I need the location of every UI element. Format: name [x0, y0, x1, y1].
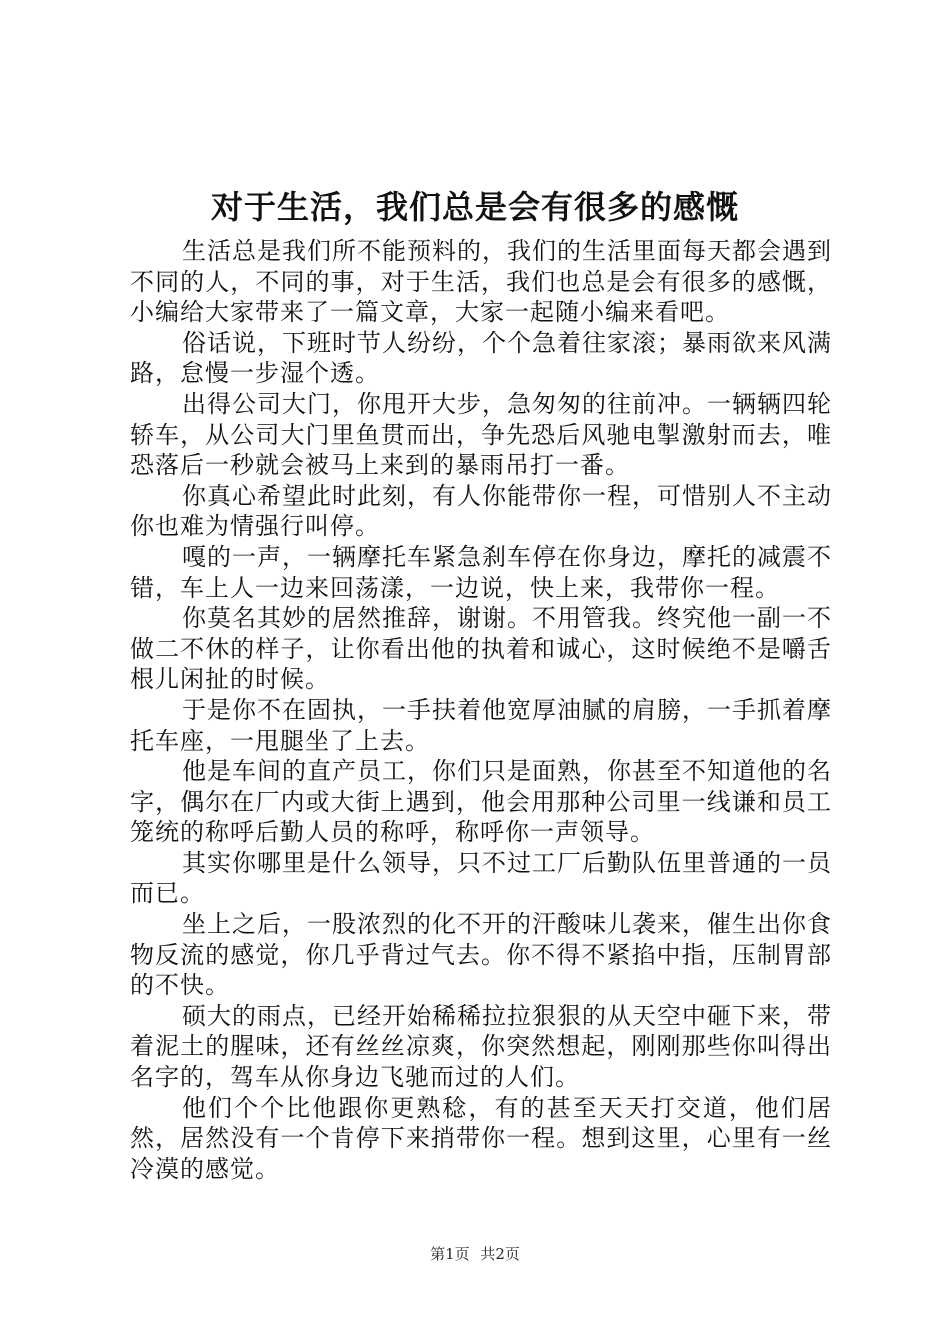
- page-title: 对于生活，我们总是会有很多的感慨: [210, 188, 739, 226]
- page-total: 共2页: [480, 1245, 520, 1263]
- paragraph: 你莫名其妙的居然推辞，谢谢。不用管我。终究他一副一不做二不休的样子，让你看出他的执着和诚心，这时候绝不是嚼舌根儿闲扯的时候。: [130, 604, 832, 694]
- paragraph: 你真心希望此时此刻，有人你能带你一程，可惜别人不主动你也难为情强行叫停。: [130, 481, 832, 541]
- paragraph: 他们个个比他跟你更熟稔，有的甚至天天打交道，他们居然，居然没有一个肯停下来捎带你一程。想到这里，心里有一丝冷漠的感觉。: [130, 1093, 832, 1183]
- article-body: [130, 236, 832, 1184]
- paragraph: 他是车间的直产员工，你们只是面熟，你甚至不知道他的名字，偶尔在厂内或大街上遇到，他会用那种公司里一线谦和员工笼统的称呼后勤人员的称呼，称呼你一声领导。: [130, 757, 832, 847]
- page-footer: [0, 1244, 950, 1264]
- paragraph: 硕大的雨点，已经开始稀稀拉拉狠狠的从天空中砸下来，带着泥土的腥味，还有丝丝凉爽，你突然想起，刚刚那些你叫得出名字的，驾车从你身边飞驰而过的人们。: [130, 1001, 832, 1092]
- paragraph: 出得公司大门，你甩开大步，急匆匆的往前冲。一辆辆四轮轿车，从公司大门里鱼贯而出，争先恐后风驰电掣激射而去，唯恐落后一秒就会被马上来到的暴雨吊打一番。: [130, 389, 832, 480]
- paragraph: 生活总是我们所不能预料的，我们的生活里面每天都会遇到不同的人，不同的事，对于生活，我们也总是会有很多的感慨，小编给大家带来了一篇文章，大家一起随小编来看吧。: [130, 237, 832, 327]
- page-number: 第1页: [430, 1245, 470, 1263]
- paragraph: 其实你哪里是什么领导，只不过工厂后勤队伍里普通的一员而已。: [130, 848, 832, 908]
- paragraph: 于是你不在固执，一手扶着他宽厚油腻的肩膀，一手抓着摩托车座，一甩腿坐了上去。: [130, 695, 832, 755]
- paragraph: 坐上之后，一股浓烈的化不开的汗酸味儿袭来，催生出你食物反流的感觉，你几乎背过气去。你不得不紧掐中指，压制胃部的不快。: [130, 910, 832, 1000]
- paragraph: 俗话说，下班时节人纷纷，个个急着往家滚；暴雨欲来风满路，怠慢一步湿个透。: [130, 328, 832, 388]
- paragraph: 嘎的一声，一辆摩托车紧急刹车停在你身边，摩托的减震不错，车上人一边来回荡漾，一边说，快上来，我带你一程。: [130, 542, 832, 602]
